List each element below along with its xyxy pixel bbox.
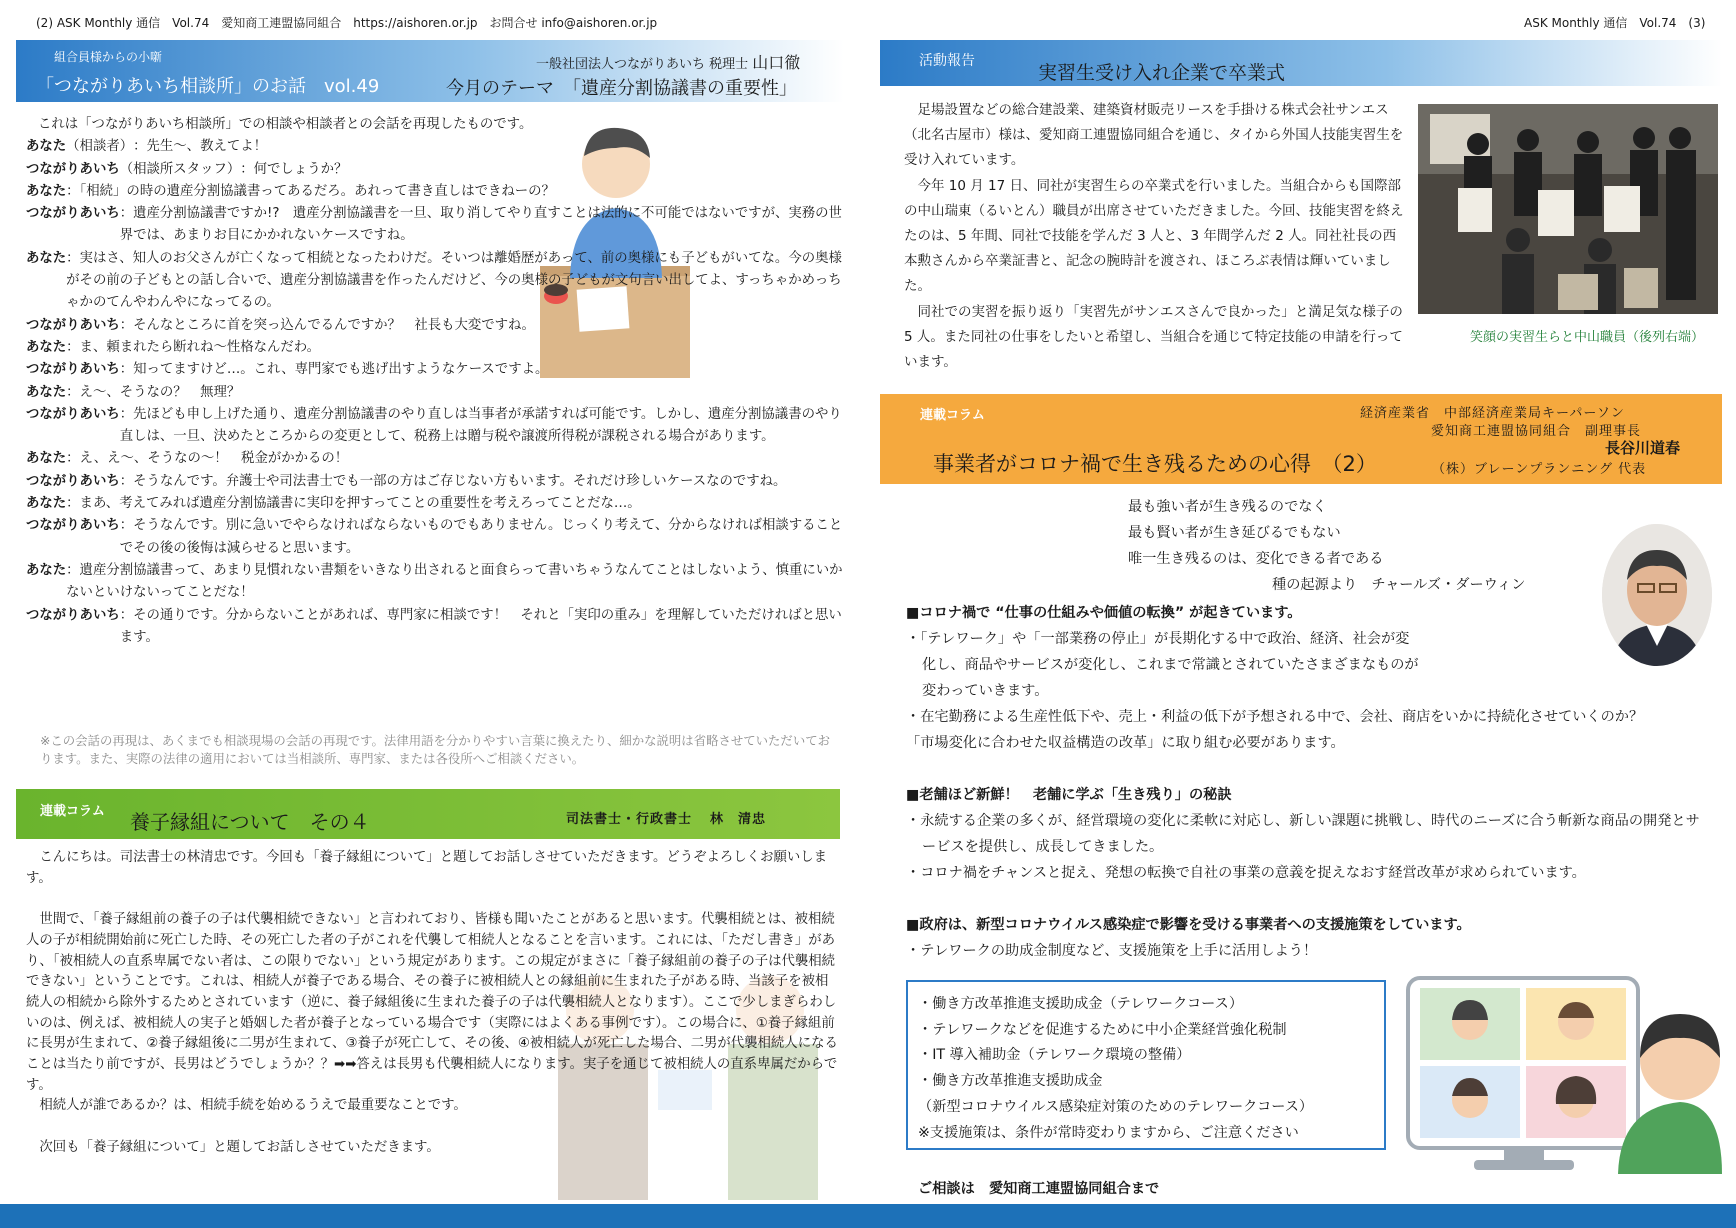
dialog-text: ：「相続」の時の遺産分割協議書ってあるだろ。あれって書き直しはできねーの？ [66, 183, 555, 199]
corona-bullet-2: ・在宅勤務による生産性低下や、売上・利益の低下が予想される中で、会社、商店をいかに持続化させていくのか？ [906, 709, 1644, 725]
dialog-line [26, 448, 846, 470]
dialog-text: ：ま、頼まれたら断れね〜性格なんだわ。 [66, 339, 321, 355]
page-header-right: ASK Monthly 通信 Vol.74 (3) [1524, 16, 1706, 30]
quote-line-2: 最も賢い者が生き延びるでもない [1128, 525, 1341, 541]
dialog-line [26, 471, 846, 493]
dialog-text: ：遺産分割協議書ですか!? 遺産分割協議書を一旦、取り消してやり直すことは法的に不可能ではないですが、実務の世界では、あまりお目にかかれないケースですね。 [119, 206, 842, 244]
dialog-text: ：何でしょうか？ [240, 161, 348, 177]
consult-author-name: 山口徹 [752, 53, 801, 72]
adoption-p2: 世間で、「養子縁組前の養子の子は代襲相続できない」と言われており、皆様も聞いたことがあると思います。代襲相続とは、被相続人の子が相続開始前に死亡した時、その死亡した者の子がこれを代襲して相続人となることを言います。これには、「ただし書き」があり、「被相続人の直系卑属でない者は、この限りでない」という規定があります。この規定がまさに「養子縁組前の養子の子は代襲相続できない」ということです。これは、相続人が養子である場合、その養子に被相続人との縁組前に生まれた子がある時、当該子を被相続人の相続から除外するためとされています（逆に、養子縁組後に生まれた養子の子は代襲相続人となります）。ここで少しまぎらわしいのは、例えば、被相続人の実子と婚姻した者が養子となっている場合です（実際にはよくある事例です）。この場合に、①養子縁組前に長男が生まれて、②養子縁組後に二男が生まれて、③養子が死亡して、その後、④被相続人が死亡した場合、二男が代襲相続人になることは当たり前ですが、長男はどうでしょうか？？➡➡答えは長男も代襲相続人になります。実子を通じて被相続人の直系卑属だからです。 [26, 912, 838, 1093]
dialog-speaker [26, 448, 66, 470]
speaker-name: あなた [26, 451, 67, 467]
speaker-name: あなた [26, 183, 67, 199]
corona-bullet-1: ・「テレワーク」や「一部業務の停止」が長期化する中で政治、経済、社会が変化し、商品やサービスが変化し、これまで常識とされていたさまざまなものが変わっていきます。 [906, 631, 1419, 699]
dialog-text: ：知ってますけど…。これ、専門家でも逃げ出すようなケースですよ。 [119, 362, 549, 378]
speaker-name: あなた [26, 384, 67, 400]
corona-author-name: 長谷川道春 [1605, 439, 1681, 457]
consult-title: 「つながりあいち相談所」のお話 vol.49 [36, 76, 380, 97]
dialog-text: ：え〜、そうなの？ 無理？ [66, 384, 241, 400]
speaker-name: あなた [26, 562, 67, 578]
dialog-speaker [26, 159, 240, 181]
corona-tag: 連載コラム [920, 408, 985, 423]
dialog-line [26, 159, 846, 181]
consult-small-label: 組合員様からの小噺 [54, 50, 163, 64]
dialog-line [26, 359, 846, 381]
corona-org-3: （株）ブレーンプランニング 代表 [1432, 462, 1647, 477]
speaker-name: つながりあいち [26, 406, 120, 422]
speaker-name: あなた [26, 496, 67, 512]
adoption-p3: 相続人が誰であるか？は、相続手続を始めるうえで最重要なことです。 [39, 1098, 467, 1114]
consult-author [536, 50, 800, 73]
dialog-line [26, 203, 846, 248]
dialog-line [26, 605, 846, 650]
dialog-speaker [26, 471, 120, 493]
consult-contact: ご相談は 愛知商工連盟協同組合まで [918, 1181, 1160, 1197]
speaker-name: つながりあいち [26, 518, 120, 534]
adoption-author-name: 林 清忠 [710, 812, 767, 827]
adoption-p4: 次回も「養子縁組について」と題してお話しさせていただきます。 [39, 1139, 440, 1155]
activity-banner [880, 40, 1722, 86]
corona-heading-2: ■老舗ほど新鮮！ 老舗に学ぶ「生き残り」の秘訣 [906, 787, 1232, 803]
subsidy-item: ・IT 導入補助金（テレワーク環境の整備） [918, 1047, 1191, 1064]
dialog-speaker [26, 605, 120, 650]
subsidy-item: ・テレワークなどを促進するために中小企業経営強化税制 [918, 1021, 1287, 1038]
corona-bullet-5: ・コロナ禍をチャンスと捉え、発想の転換で自社の事業の意義を捉えなおす経営改革が求められています。 [906, 865, 1586, 881]
speaker-name: つながりあいち [26, 317, 120, 333]
telework-illustration [1404, 974, 1722, 1174]
dialog-line [26, 515, 846, 560]
corona-bullet-3: 「市場変化に合わせた収益構造の改革」に取り組む必要があります。 [906, 735, 1345, 751]
quote-line-3: 唯一生き残るのは、変化できる者である [1128, 551, 1384, 567]
activity-p3: 同社での実習を振り返り「実習先がサンエスさんで良かった」と満足気な様子の 5 人。また同社の仕事をしたいと希望し、当組合を通じて特定技能の申請を行っています。 [904, 303, 1403, 371]
speaker-role: （相談所スタッフ） [119, 161, 241, 177]
speaker-name: つながりあいち [26, 473, 120, 489]
corona-bullet-4: ・永続する企業の多くが、経営環境の変化に柔軟に対応し、新しい課題に挑戦し、時代のニーズに合う斬新な商品の開発とサービスを提供し、成長してきました。 [906, 813, 1700, 855]
corona-bullet-6: ・テレワークの助成金制度など、支援施策を上手に活用しよう！ [906, 943, 1318, 959]
dialog-text: ：遺産分割協議書って、あまり見慣れない書類をいきなり出されると面食らって書いちゃうなんてことはしないよう、慎重にいかないといけないってことだな！ [66, 562, 843, 601]
dialog-speaker [26, 181, 66, 203]
activity-p1: 足場設置などの総合建設業、建築資材販売リースを手掛ける株式会社サンエス（北名古屋市）様は、愛知商工連盟協同組合を通じ、タイから外国人技能実習生を受け入れています。 [904, 102, 1404, 169]
dialog-speaker [26, 359, 120, 381]
dialog-line [26, 404, 846, 449]
speaker-role: （相談者） [66, 139, 134, 155]
activity-title: 実習生受け入れ企業で卒業式 [1038, 62, 1286, 84]
dialog-line [26, 181, 846, 203]
dialog-speaker [26, 560, 66, 605]
dialog-text: ：そうなんです。弁護士や司法書士でも一部の方はご存じない方もいます。それだけ珍しいケースなのですね。 [119, 473, 787, 489]
dialog-text: ：先ほども申し上げた通り、遺産分割協議書のやり直しは当事者が承諾すれば可能です。しかし、遺産分割協議書のやり直しは、一旦、決めたところからの変更として、税務上は贈与税や譲渡所得税が課税される場合があります。 [119, 406, 842, 445]
activity-tag: 活動報告 [919, 53, 975, 69]
dialog-text: ：そんなところに首を突っ込んでるんですか？ 社長も大変ですね。 [119, 317, 535, 333]
dialog-text: ：その通りです。分からないことがあれば、専門家に相談です！ それと「実印の重み」を理解していただければと思います。 [119, 607, 842, 645]
speaker-name: つながりあいち [26, 362, 120, 378]
dialog-speaker [26, 248, 66, 315]
quote-line-4: 種の起源より チャールズ・ダーウィン [1272, 577, 1526, 593]
page-header-left: (2) ASK Monthly 通信 Vol.74 愛知商工連盟協同組合 https://aishoren.or.jp お問合せ info@aishoren.or.jp [36, 16, 658, 30]
dialog-speaker [26, 315, 120, 337]
dialog-text: ：え、え〜、そうなの〜！ 税金がかかるの！ [66, 451, 349, 467]
speaker-name: あなた [26, 250, 67, 266]
dialog-line [26, 248, 846, 315]
subsidy-item: （新型コロナウイルス感染症対策のためのテレワークコース） [918, 1098, 1314, 1115]
dialog-text: ：まあ、考えてみれば遺産分割協議書に実印を押すってことの重要性を考えろってことだな…。 [66, 496, 641, 512]
consult-author-prefix: 一般社団法人つながりあいち 税理士 [536, 57, 749, 72]
adoption-tag: 連載コラム [40, 804, 105, 819]
speaker-name: つながりあいち [26, 607, 120, 623]
adoption-text [26, 848, 840, 1159]
dialog-speaker [26, 136, 133, 158]
subsidy-item: ・働き方改革推進支援助成金（テレワークコース） [918, 996, 1244, 1012]
corona-heading-3: ■政府は、新型コロナウイルス感染症で影響を受ける事業者への支援施策をしています。 [906, 917, 1471, 933]
adoption-title: 養子縁組について その４ [130, 810, 370, 834]
dialog-line [26, 136, 846, 158]
dialog-speaker [26, 203, 120, 248]
corona-org-1: 経済産業省 中部経済産業局キーパーソン [1360, 406, 1625, 421]
speaker-name: つながりあいち [26, 206, 120, 222]
activity-text [904, 98, 1404, 375]
corona-org-2: 愛知商工連盟協同組合 副理事長 [1431, 424, 1642, 439]
dialog-text: ：そうなんです。別に急いでやらなければならないものでもありません。じっくり考えて、分からなければ相談することでその後の後悔は減らせると思います。 [119, 518, 843, 556]
adoption-p1: こんにちは。司法書士の林清忠です。今回も「養子縁組について」と題してお話しさせていただきます。どうぞよろしくお願いします。 [26, 850, 828, 886]
graduation-photo [1418, 104, 1718, 314]
dialog-line [26, 560, 846, 605]
activity-p2: 今年 10 月 17 日、同社が実習生らの卒業式を行いました。当組合からも国際部の中山瑞東（るいとん）職員が出席させていただきました。今回、技能実習を終えたのは、5 年間、同社で技能を学んだ 3 人と、3 年間学んだ 2 人。同社社長の西本勲さんから卒業証書と、記念の腕時計を渡され、ほころぶ表情は輝いていました。 [904, 177, 1404, 295]
photo-caption: 笑顔の実習生らと中山職員（後列右端） [1470, 330, 1705, 345]
dialog-speaker [26, 515, 120, 560]
corona-body [906, 600, 1710, 964]
dialog-text: ：先生〜、教えてよ！ [133, 139, 268, 155]
adoption-author [566, 808, 766, 827]
dialog-line [26, 382, 846, 404]
dialog-line [26, 493, 846, 515]
speaker-name: あなた [26, 339, 67, 355]
consult-intro: これは「つながりあいち相談所」での相談や相談者との会話を再現したものです。 [38, 117, 533, 132]
dialog-speaker [26, 382, 66, 404]
corona-title: 事業者がコロナ禍で生き残るための心得 （2） [933, 452, 1377, 476]
subsidy-item: ※支援施策は、条件が常時変わりますから、ご注意ください [918, 1124, 1299, 1141]
speaker-name: あなた [26, 139, 67, 155]
consult-note: ※この会話の再現は、あくまでも相談現場の会話の再現です。法律用語を分かりやすい言葉に換えたり、細かな説明は省略させていただいております。また、実際の法律の適用においては当相談所、専門家、または各役所へご相談ください。 [40, 733, 830, 766]
speaker-name: つながりあいち [26, 161, 120, 177]
consult-dialog [26, 114, 846, 649]
dialog-line [26, 315, 846, 337]
consult-theme: 今月のテーマ 「遺産分割協議書の重要性」 [446, 78, 797, 99]
dialog-line [26, 337, 846, 359]
adoption-author-title: 司法書士・行政書士 [566, 812, 693, 827]
dialog-speaker [26, 404, 120, 449]
quote-line-1: 最も強い者が生き残るのでなく [1128, 499, 1327, 515]
subsidy-list [918, 992, 1378, 1146]
subsidy-item: ・働き方改革推進支援助成金 [918, 1073, 1103, 1090]
corona-heading-1: ■コロナ禍で “仕事の仕組みや価値の転換” が起きています。 [906, 605, 1302, 621]
dialog-text: ：実はさ、知人のお父さんが亡くなって相続となったわけだ。そいつは離婚歴があって、前の奥様にも子どもがいてな。今の奥様がその前の子どもとの話し合いで、遺産分割協議書を作ったんだけど、今の奥様の子どもが文句言い出してよ、すっちゃかめっちゃかのてんやわんやになってるの。 [66, 250, 842, 311]
bottom-color-bar [0, 1204, 1736, 1228]
dialog-speaker [26, 337, 66, 359]
dialog-speaker [26, 493, 66, 515]
